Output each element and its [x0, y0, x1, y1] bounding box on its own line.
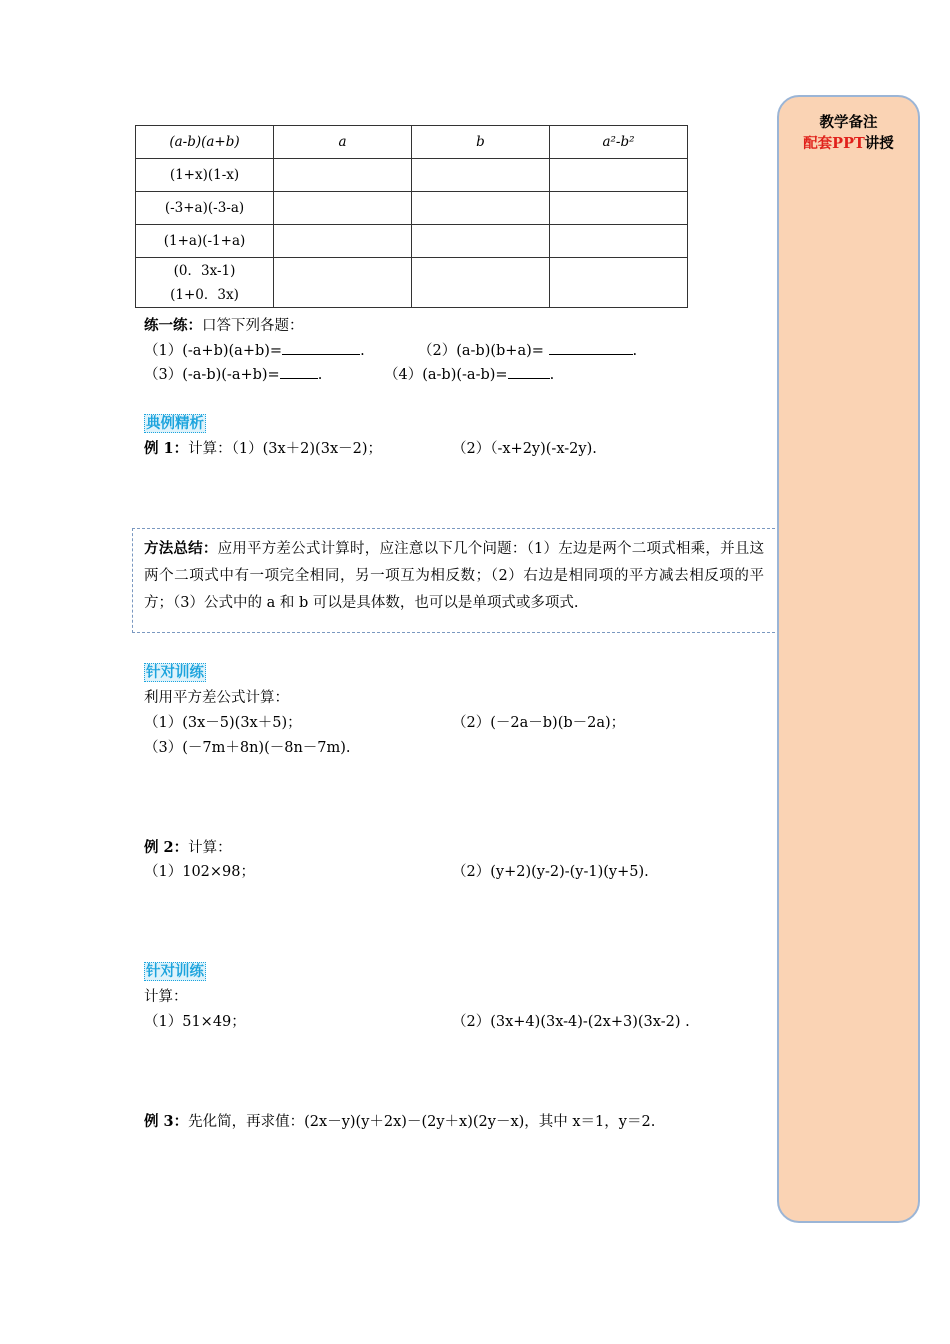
answer-blank[interactable]	[282, 340, 360, 355]
example1-line	[144, 437, 382, 458]
section-heading-text: 针对训练	[146, 664, 204, 681]
training1-q3: （3）(－7m＋8n)(－8n－7m).	[144, 740, 351, 756]
table-header-cell: b	[412, 126, 550, 159]
notes-ppt-label: 配套PPT	[803, 135, 865, 152]
practice-q3-text: （3）(-a-b)(-a+b)=	[144, 367, 280, 383]
table-cell	[274, 159, 412, 192]
table-cell	[274, 225, 412, 258]
section-heading-examples	[144, 412, 206, 433]
teaching-notes-panel	[777, 95, 920, 1223]
answer-blank[interactable]	[508, 364, 550, 379]
notes-lecture-label: 讲授	[864, 135, 894, 152]
example3-text: 先化简，再求值：(2x－y)(y＋2x)－(2y＋x)(2y－x)，其中 x＝1，y＝2.	[188, 1114, 656, 1130]
example2-text: 计算：	[188, 840, 232, 856]
table-cell	[412, 192, 550, 225]
training2-q2: （2）(3x+4)(3x-4)-(2x+3)(3x-2) .	[452, 1014, 690, 1030]
example3-line	[144, 1110, 655, 1131]
table-row	[136, 225, 688, 258]
example2-q1: （1）102×98；	[144, 864, 256, 880]
table-cell	[412, 159, 550, 192]
table-cell	[550, 159, 688, 192]
practice-q4-text: （4）(a-b)(-a-b)=	[384, 367, 508, 383]
table-header-cell: a²-b²	[550, 126, 688, 159]
example2-q2: （2）(y+2)(y-2)-(y-1)(y+5).	[452, 864, 649, 880]
method-label: 方法总结：	[144, 540, 218, 557]
practice-q3: （3）(-a-b)(-a+b)= .	[144, 363, 322, 384]
table-cell	[550, 258, 688, 308]
example2-label: 例 2：	[144, 839, 189, 856]
table-cell	[550, 192, 688, 225]
training1-q1: （1）(3x－5)(3x＋5)；	[144, 715, 302, 731]
method-body: 应用平方差公式计算时，应注意以下几个问题：（1）左边是两个二项式相乘，并且这两个二项式中有一项完全相同，另一项互为相反数；（2）右边是相同项的平方减去相反项的平方；（3）公式中的 a 和 b 可以是具体数，也可以是单项式或多项式.	[144, 541, 764, 611]
table-cell-line: (0．3x-1)	[173, 262, 236, 279]
table-cell	[274, 192, 412, 225]
section-heading-training	[144, 960, 206, 981]
training2-q1: （1）51×49；	[144, 1014, 246, 1030]
practice-q2-text: （2）(a-b)(b+a)=	[418, 343, 544, 359]
table-row	[136, 192, 688, 225]
practice-q2: （2）(a-b)(b+a)= .	[418, 339, 637, 360]
section-heading-text: 典例精析	[146, 415, 204, 432]
method-summary-text	[144, 535, 764, 617]
practice-q4: （4）(a-b)(-a-b)= .	[384, 363, 554, 384]
training1-instruction: 利用平方差公式计算：	[144, 690, 289, 706]
table-cell	[412, 225, 550, 258]
notes-title: 教学备注	[819, 114, 878, 131]
notes-subtitle	[779, 132, 918, 153]
table-cell: (1+x)(1-x)	[136, 159, 274, 192]
table-cell	[412, 258, 550, 308]
practice-q1-text: （1）(-a+b)(a+b)=	[144, 343, 283, 359]
table-header-cell: (a-b)(a+b)	[136, 126, 274, 159]
section-heading-training	[144, 661, 206, 682]
practice-label: 练一练：	[144, 317, 202, 334]
example2-line	[144, 836, 232, 857]
formula-table	[135, 125, 688, 308]
answer-blank[interactable]	[549, 340, 633, 355]
training1-q2: （2）(－2a－b)(b－2a)；	[452, 715, 626, 731]
table-cell	[274, 258, 412, 308]
table-cell	[136, 258, 274, 308]
practice-instruction: 口答下列各题：	[202, 318, 304, 334]
table-row	[136, 258, 688, 308]
table-row	[136, 159, 688, 192]
table-cell	[550, 225, 688, 258]
training2-instruction: 计算：	[144, 989, 188, 1005]
practice-q1: （1）(-a+b)(a+b)= .	[144, 339, 365, 360]
table-header-cell: a	[274, 126, 412, 159]
table-cell: (1+a)(-1+a)	[136, 225, 274, 258]
table-cell-line: (1+0．3x)	[170, 286, 239, 303]
practice-line	[144, 314, 304, 335]
example1-label: 例 1：	[144, 440, 189, 457]
table-cell: (-3+a)(-3-a)	[136, 192, 274, 225]
example1-text: 计算：（1）(3x＋2)(3x－2)；	[188, 441, 382, 457]
example1-part2: （2）（-x+2y)(-x-2y).	[452, 441, 597, 457]
section-heading-text: 针对训练	[146, 963, 204, 980]
example3-label: 例 3：	[144, 1113, 189, 1130]
table-header-row	[136, 126, 688, 159]
answer-blank[interactable]	[280, 364, 318, 379]
